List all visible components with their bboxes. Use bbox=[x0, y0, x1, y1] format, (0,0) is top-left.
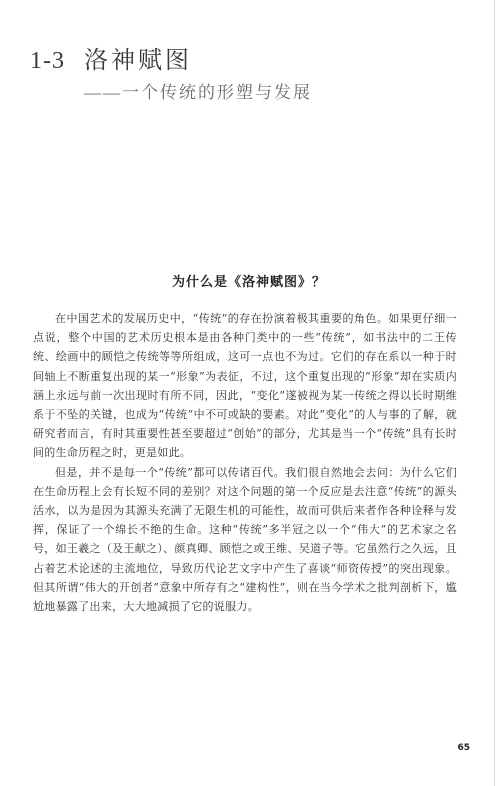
paragraph-1: 在中国艺术的发展历史中，“传统”的存在扮演着极其重要的角色。如果更仔细一点说，整个中国的艺术历史根本是由各种门类中的一些“传统”，如书法中的二王传统、绘画中的顾恺之传统等等所组成，这可一点也不为过。它们的存在系以一种于时间轴上不断重复出现的某一“形象”为表征，不过，这个重复出现的“形象”却在实质内涵上永远与前一次出现时有所不同，因此，“变化”遂被视为某一传统之得以长时期维系于不坠的关键，也成为“传统”中不可或缺的要素。对此“变化”的人与事的了解，就研究者而言，有时其重要性甚至要超过“创始”的部分，尤其是当一个“传统”具有长时间的生命历程之时，更是如此。 bbox=[33, 312, 457, 460]
chapter-number: 1-3 bbox=[30, 48, 65, 74]
page-edge-rule bbox=[494, 0, 495, 786]
chapter-name: 洛神赋图 bbox=[84, 48, 192, 74]
page-number: 65 bbox=[457, 743, 470, 753]
paragraph-2: 但是，并不是每一个“传统”都可以传诸百代。我们很自然地会去问：为什么它们在生命历程上会有长短不同的差别？对这个问题的第一个反应是去注意“传统”的源头活水，以为是因为其源头充满了无限生机的可能性，故而可供后来者作各种诠释与发挥，保证了一个绵长不绝的生命。这种“传统”多半冠之以一个“伟大”的艺术家之名号，如王羲之（及王献之）、颜真卿、顾恺之或王维、吴道子等。它虽然行之久远，且占着艺术论述的主流地位，导致历代论艺文字中产生了喜谈“师资传授”的突出现象。但其所谓“伟大的开创者”意象中所存有之“建构性”，则在当今学术之批判剖析下，尴尬地暴露了出来，大大地减损了它的说服力。 bbox=[33, 465, 457, 614]
body-text bbox=[33, 309, 457, 616]
chapter-title bbox=[30, 40, 192, 75]
section-heading: 为什么是《洛神赋图》？ bbox=[171, 275, 326, 290]
chapter-subtitle: ——一个传统的形塑与发展 bbox=[84, 83, 312, 102]
